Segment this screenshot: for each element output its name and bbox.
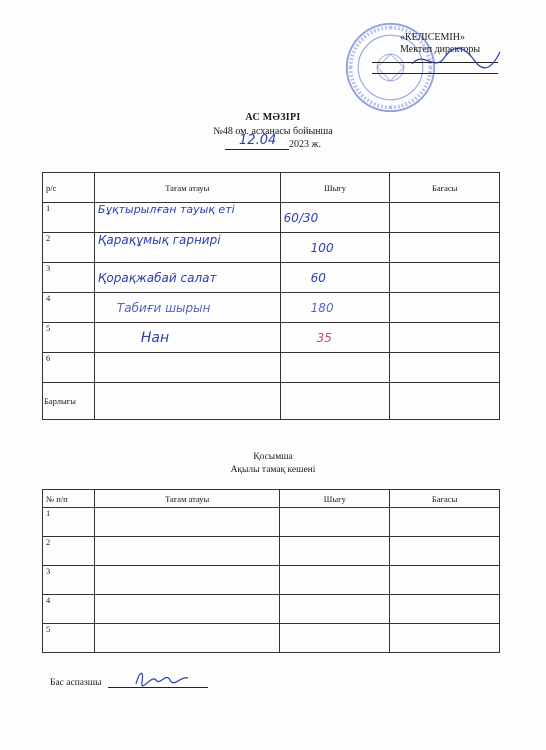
approval-title: «КЕЛІСЕМІН» (400, 32, 465, 43)
row-number: 5 (43, 624, 95, 653)
table-row (43, 508, 500, 537)
dish-price (390, 263, 500, 293)
paid-meal-table (42, 489, 500, 653)
column-header: Шығу (280, 490, 390, 508)
row-number: 2 (43, 537, 95, 566)
dish-output: 100 (280, 233, 390, 263)
column-header: № п/п (43, 490, 95, 508)
dish-name (94, 353, 280, 383)
dish-name: Қорақжабай салат (94, 263, 280, 293)
row-number: 3 (43, 566, 95, 595)
table-row (43, 624, 500, 653)
row-number: 6 (43, 353, 95, 383)
date-year: 2023 ж. (289, 139, 321, 150)
dish-price (390, 233, 500, 263)
column-header: Тағам атауы (94, 173, 280, 203)
dish-price (390, 353, 500, 383)
table-row (43, 595, 500, 624)
appendix-title: Қосымша (253, 452, 293, 462)
dish-output (280, 353, 390, 383)
dish-output: 60 (280, 263, 390, 293)
menu-table (42, 172, 500, 420)
appendix-subtitle: Ақылы тамақ кешені (230, 465, 316, 475)
dish-output: 60/30 (280, 203, 390, 233)
table-row (43, 353, 500, 383)
chef-label: Бас аспазшы (50, 678, 102, 688)
table-header-row (43, 490, 500, 508)
chef-signature (132, 668, 192, 688)
handwritten-date: 12.04 (239, 133, 277, 148)
dish-name: Табиғи шырын (94, 293, 280, 323)
table-row (43, 293, 500, 323)
dish-price (390, 323, 500, 353)
table-row (43, 233, 500, 263)
row-number: 1 (43, 203, 95, 233)
dish-output: 180 (280, 293, 390, 323)
dish-name: Нан (94, 323, 280, 353)
table-row (43, 566, 500, 595)
date-line (0, 133, 546, 150)
dish-output: 35 (280, 323, 390, 353)
column-header: Шығу (280, 173, 390, 203)
dish-price (390, 293, 500, 323)
page-subtitle: №48 ом. асханасы бойынша (213, 126, 333, 137)
approval-subtitle: Мектеп директоры (400, 44, 481, 55)
row-number: 2 (43, 233, 95, 263)
column-header: Бағасы (390, 173, 500, 203)
row-number: 4 (43, 595, 95, 624)
table-total-row (43, 383, 500, 420)
table-row (43, 537, 500, 566)
table-row (43, 323, 500, 353)
row-number: 1 (43, 508, 95, 537)
total-label: Барлығы (43, 383, 95, 420)
table-header-row (43, 173, 500, 203)
row-number: 5 (43, 323, 95, 353)
column-header: р/с (43, 173, 95, 203)
dish-name: Қарақұмық гарнирі (94, 233, 280, 263)
table-row (43, 263, 500, 293)
dish-price (390, 203, 500, 233)
table-row (43, 203, 500, 233)
signature-line (108, 678, 208, 688)
column-header: Тағам атауы (94, 490, 280, 508)
page-title: АС МӘЗІРІ (245, 112, 301, 123)
column-header: Бағасы (390, 490, 500, 508)
row-number: 3 (43, 263, 95, 293)
row-number: 4 (43, 293, 95, 323)
director-signature (404, 42, 504, 77)
chef-signature-line (50, 678, 208, 688)
dish-name: Бұқтырылған тауық еті (94, 203, 280, 233)
